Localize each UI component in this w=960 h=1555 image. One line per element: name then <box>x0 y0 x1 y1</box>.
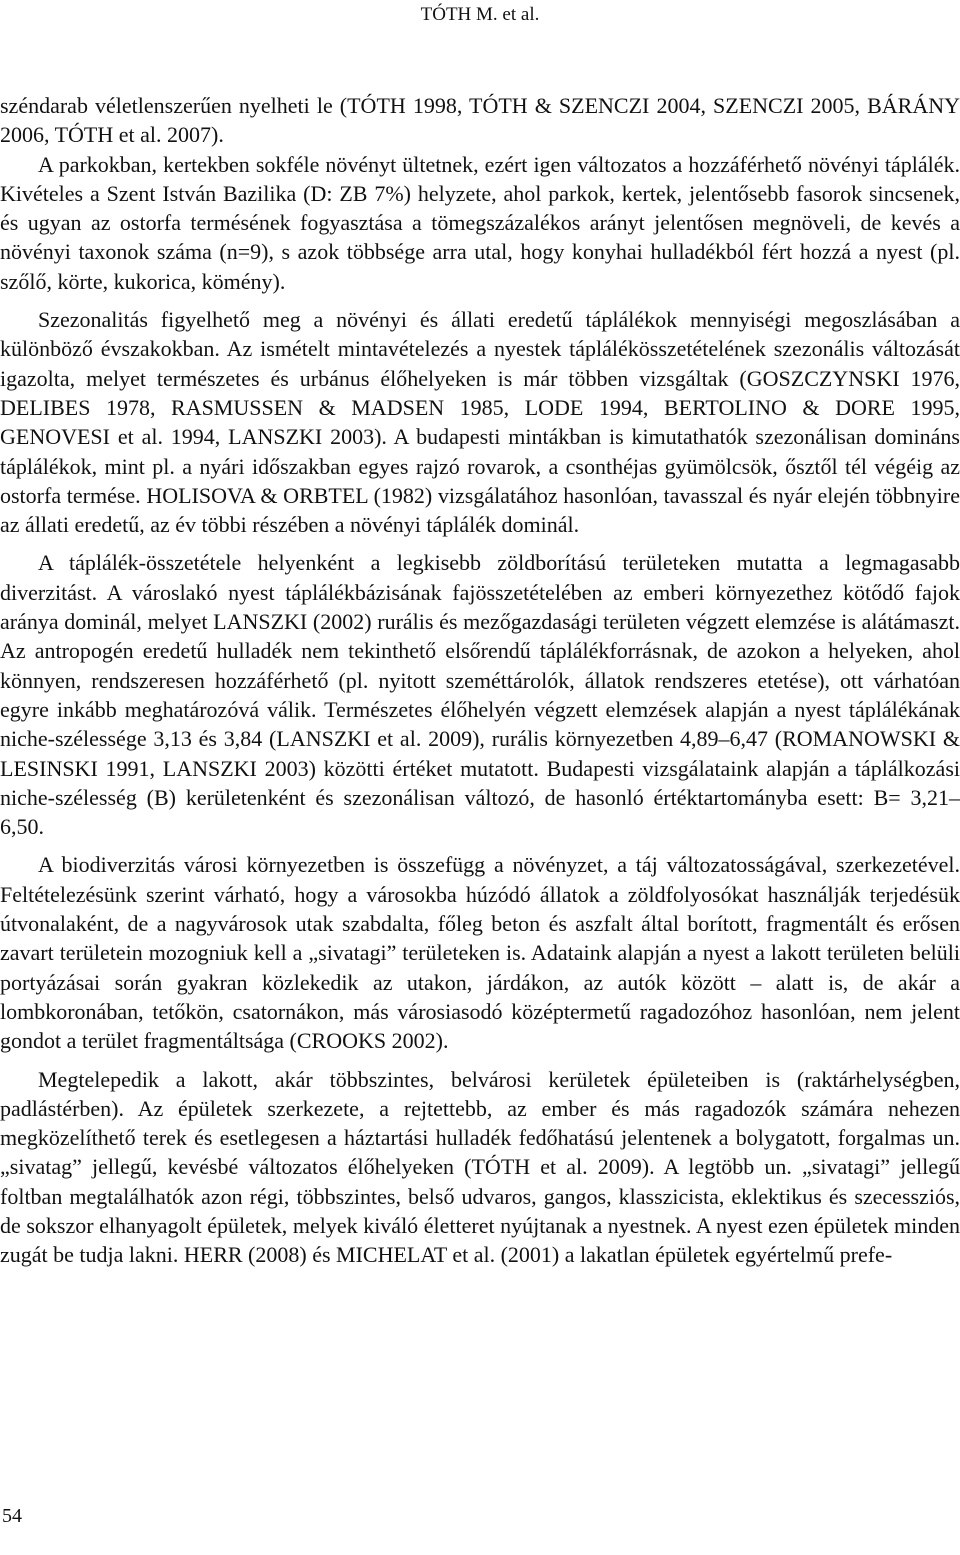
running-head: TÓTH M. et al. <box>420 4 540 25</box>
paragraph-3: Szezonalitás figyelhető meg a növényi és állati eredetű táplálékok mennyiségi megoszlásában a különböző évszakokban. Az ismételt mintavételezés a nyestek táplálékösszetételének szezonális változását igazolta, melyet természetes és urbánus élőhelyeken is már többen vizsgáltak (GOSZCZYNSKI 1976, DELIBES 1978, RASMUSSEN & MADSEN 1985, LODE 1994, BERTOLINO & DORE 1995, GENOVESI et al. 1994, LANSZKI 2003). A budapesti mintákban is kimutathatók szezonálisan domináns táplálékok, mint pl. a nyári időszakban egyes rajzó rovarok, a csonthéjas gyümölcsök, ősztől tél végéig az ostorfa termése. HOLISOVA & ORBTEL (1982) vizsgálatához hasonlóan, tavasszal és nyár elején többnyire az állati eredetű, az év többi részében a növényi táplálék dominál. <box>0 307 960 538</box>
paragraph-2: A parkokban, kertekben sokféle növényt ültetnek, ezért igen változatos a hozzáférhető növényi táplálék. Kivételes a Szent István Bazilika (D: ZB 7%) helyzete, ahol parkok, kertek, jelentősebb fasorok sincsenek, és ugyan az ostorfa termésének fogyasztása a tömegszázalékos arányt jelentősen megnöveli, de kevés a növényi taxonok száma (n=9), s azok többsége arra utal, hogy konyhai hulladékból fért hozzá a nyest (pl. szőlő, körte, kukorica, kömény). <box>0 151 960 294</box>
paragraph-1: széndarab véletlenszerűen nyelheti le (TÓTH 1998, TÓTH & SZENCZI 2004, SZENCZI 2005, BÁRÁNY 2006, TÓTH et al. 2007). <box>0 93 960 148</box>
paragraph-5: A biodiverzitás városi környezetben is összefügg a növényzet, a táj változatosságával, szerkezetével. Feltételezésünk szerint várható, hogy a városokba húzódó állatok a zöldfolyosókat használják terjedésük útvonalaként, de a nagyvárosok utak szabdalta, főleg beton és aszfalt által borított, fragmentált és erősen zavart területein mozogniuk kell a „sivatagi” területeken is. Adataink alapján a nyest a lakott területen belüli portyázásai során gyakran közlekedik az utakon, járdákon, az autók között – alatt is, de akár a lombkoronában, tetőkön, csatornákon, más városiasodó középtermetű ragadozóhoz hasonlóan, nem jelent gondot a terület fragmentáltsága (CROOKS 2002). <box>0 852 960 1054</box>
paragraph-6: Megtelepedik a lakott, akár többszintes, belvárosi kerületek épületeiben is (raktárhelységben, padlástérben). Az épületek szerkezete, a rejtettebb, az ember és más ragadozók számára nehezen megközelíthető terek és esetlegesen a háztartási hulladék fedőhatású jelentenek a bolygatott, forgalmas un. „sivatag” jellegű, kevésbé változatos élőhelyeken (TÓTH et al. 2009). A legtöbb un. „sivatagi” jellegű foltban megtalálhatók azon régi, többszintes, belső udvaros, gangos, klasszicista, eklektikus és szecessziós, de sokszor elhanyagolt épületek, melyek kiváló életteret nyújtanak a nyestnek. A nyest ezen épületek minden zugát be tudja lakni. HERR (2008) és MICHELAT et al. (2001) a lakatlan épületek egyértelmű prefe- <box>0 1066 960 1268</box>
paragraph-4: A táplálék-összetétele helyenként a legkisebb zöldborítású területeken mutatta a legmagasabb diverzitást. A városlakó nyest táplálékbázisának fajösszetételében az emberi környezethez kötődő fajok aránya dominál, melyet LANSZKI (2002) rurális és mezőgazdasági területen végzett elemzése is alátámaszt. Az antropogén eredetű hulladék nem tekinthető elsőrendű táplálékforrásnak, de azokon a helyeken, ahol könnyen, rendszeresen hozzáférhető (pl. nyitott szeméttárolók, állatok rendszeres etetése), ott várhatóan egyre inkább meghatározóvá válik. Természetes élőhelyén végzett elemzések alapján a nyest táplálékának niche-szélessége 3,13 és 3,84 (LANSZKI et al. 2009), rurális környezetben 4,89–6,47 (ROMANOWSKI & LESINSKI 1991, LANSZKI 2003) közötti értéket mutatott. Budapesti vizsgálataink alapján a táplálkozási niche-szélesség (B) kerületenként és szezonálisan változó, de hasonló értéktartományba esett: B= 3,21– 6,50. <box>0 550 960 840</box>
page-number: 54 <box>2 1505 22 1527</box>
article-body <box>0 91 960 1270</box>
